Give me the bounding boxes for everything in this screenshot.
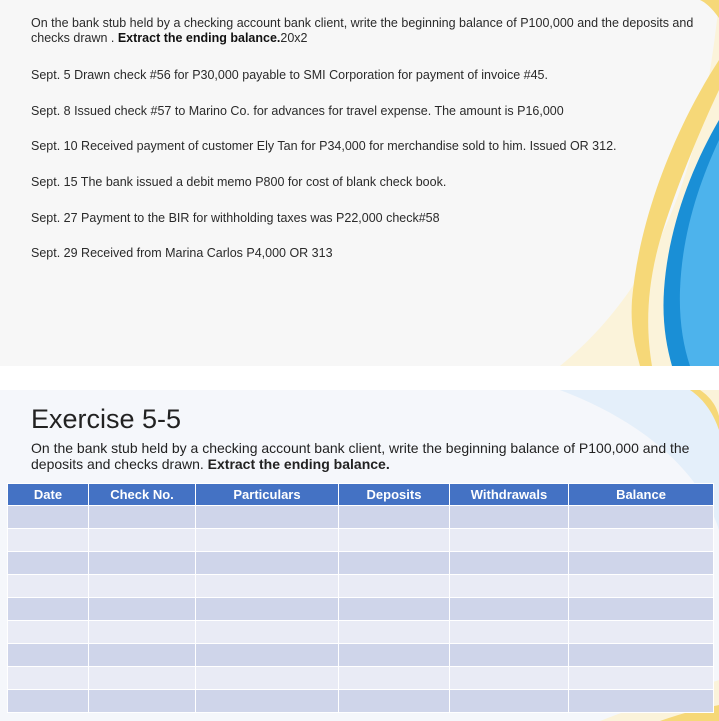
table-cell: [8, 644, 89, 667]
table-row: [8, 644, 714, 667]
table-cell: [196, 552, 339, 575]
transaction-entry: Sept. 15 The bank issued a debit memo P800 for cost of blank check book.: [31, 175, 447, 190]
table-cell: [8, 690, 89, 713]
top-instruction: On the bank stub held by a checking account bank client, write the beginning balance of P100,000 and the deposits and checks drawn . Extract the ending balance.20x2: [31, 16, 694, 45]
table-cell: [8, 552, 89, 575]
table-header-row: [8, 484, 714, 506]
column-header-withdrawals: Withdrawals: [450, 484, 569, 506]
table-cell: [196, 506, 339, 529]
table-cell: [196, 529, 339, 552]
exercise-title: Exercise 5-5: [31, 404, 182, 434]
table-cell: [196, 598, 339, 621]
table-cell: [339, 598, 450, 621]
transaction-entry: Sept. 5 Drawn check #56 for P30,000 payable to SMI Corporation for payment of invoice #45.: [31, 68, 548, 82]
table-cell: [569, 506, 714, 529]
column-header-check-no: Check No.: [89, 484, 196, 506]
table-cell: [89, 552, 196, 575]
table-cell: [450, 575, 569, 598]
table-cell: [89, 598, 196, 621]
table-cell: [8, 621, 89, 644]
table-cell: [89, 506, 196, 529]
table-cell: [196, 644, 339, 667]
slide-separator: [0, 366, 719, 390]
transaction-entry: Sept. 10 Received payment of customer Ely Tan for P34,000 for merchandise sold to him. Issued OR 312.: [31, 139, 617, 154]
exercise-instruction-bold: Extract the ending balance.: [207, 456, 390, 472]
table-row: [8, 575, 714, 598]
exercise-slide: [0, 390, 719, 721]
table-cell: [196, 667, 339, 690]
table-cell: [569, 552, 714, 575]
table-cell: [339, 690, 450, 713]
table-cell: [569, 644, 714, 667]
table-cell: [339, 644, 450, 667]
exercise-instruction: On the bank stub held by a checking account bank client, write the beginning balance of P100,000 and the deposits and checks drawn. Extract the ending balance.: [31, 440, 690, 472]
table-cell: [339, 621, 450, 644]
table-cell: [450, 552, 569, 575]
table-cell: [569, 621, 714, 644]
table-cell: [569, 667, 714, 690]
table-cell: [89, 644, 196, 667]
table-cell: [89, 529, 196, 552]
table-cell: [89, 690, 196, 713]
table-cell: [339, 529, 450, 552]
top-content: [31, 16, 696, 282]
table-cell: [450, 621, 569, 644]
column-header-deposits: Deposits: [339, 484, 450, 506]
table-cell: [8, 667, 89, 690]
table-cell: [450, 667, 569, 690]
top-instruction-bold: Extract the ending balance.: [117, 31, 281, 45]
table-row: [8, 506, 714, 529]
table-cell: [196, 575, 339, 598]
table-row: [8, 621, 714, 644]
table-body: [8, 506, 714, 713]
table-cell: [8, 506, 89, 529]
table-cell: [569, 598, 714, 621]
table-row: [8, 552, 714, 575]
table-cell: [8, 529, 89, 552]
table-cell: [339, 667, 450, 690]
table-cell: [339, 506, 450, 529]
table-cell: [569, 690, 714, 713]
table-cell: [450, 644, 569, 667]
transaction-entry: Sept. 8 Issued check #57 to Marino Co. for advances for travel expense. The amount is P16,000: [31, 103, 564, 118]
table-cell: [339, 575, 450, 598]
table-cell: [89, 667, 196, 690]
table-cell: [450, 529, 569, 552]
table-cell: [569, 529, 714, 552]
table-row: [8, 667, 714, 690]
table-row: [8, 690, 714, 713]
table-row: [8, 598, 714, 621]
table-cell: [450, 598, 569, 621]
table-cell: [339, 552, 450, 575]
table-cell: [196, 621, 339, 644]
table-cell: [196, 690, 339, 713]
column-header-balance: Balance: [569, 484, 714, 506]
transaction-entry: Sept. 27 Payment to the BIR for withholding taxes was P22,000 check#58: [31, 210, 440, 225]
table-cell: [89, 575, 196, 598]
table-row: [8, 529, 714, 552]
table-cell: [569, 575, 714, 598]
table-cell: [450, 506, 569, 529]
table-cell: [450, 690, 569, 713]
transaction-entry: Sept. 29 Received from Marina Carlos P4,000 OR 313: [31, 246, 333, 261]
table-cell: [8, 598, 89, 621]
column-header-date: Date: [8, 484, 89, 506]
column-header-particulars: Particulars: [196, 484, 339, 506]
table-cell: [8, 575, 89, 598]
table-cell: [89, 621, 196, 644]
bank-stub-table: [7, 483, 714, 713]
